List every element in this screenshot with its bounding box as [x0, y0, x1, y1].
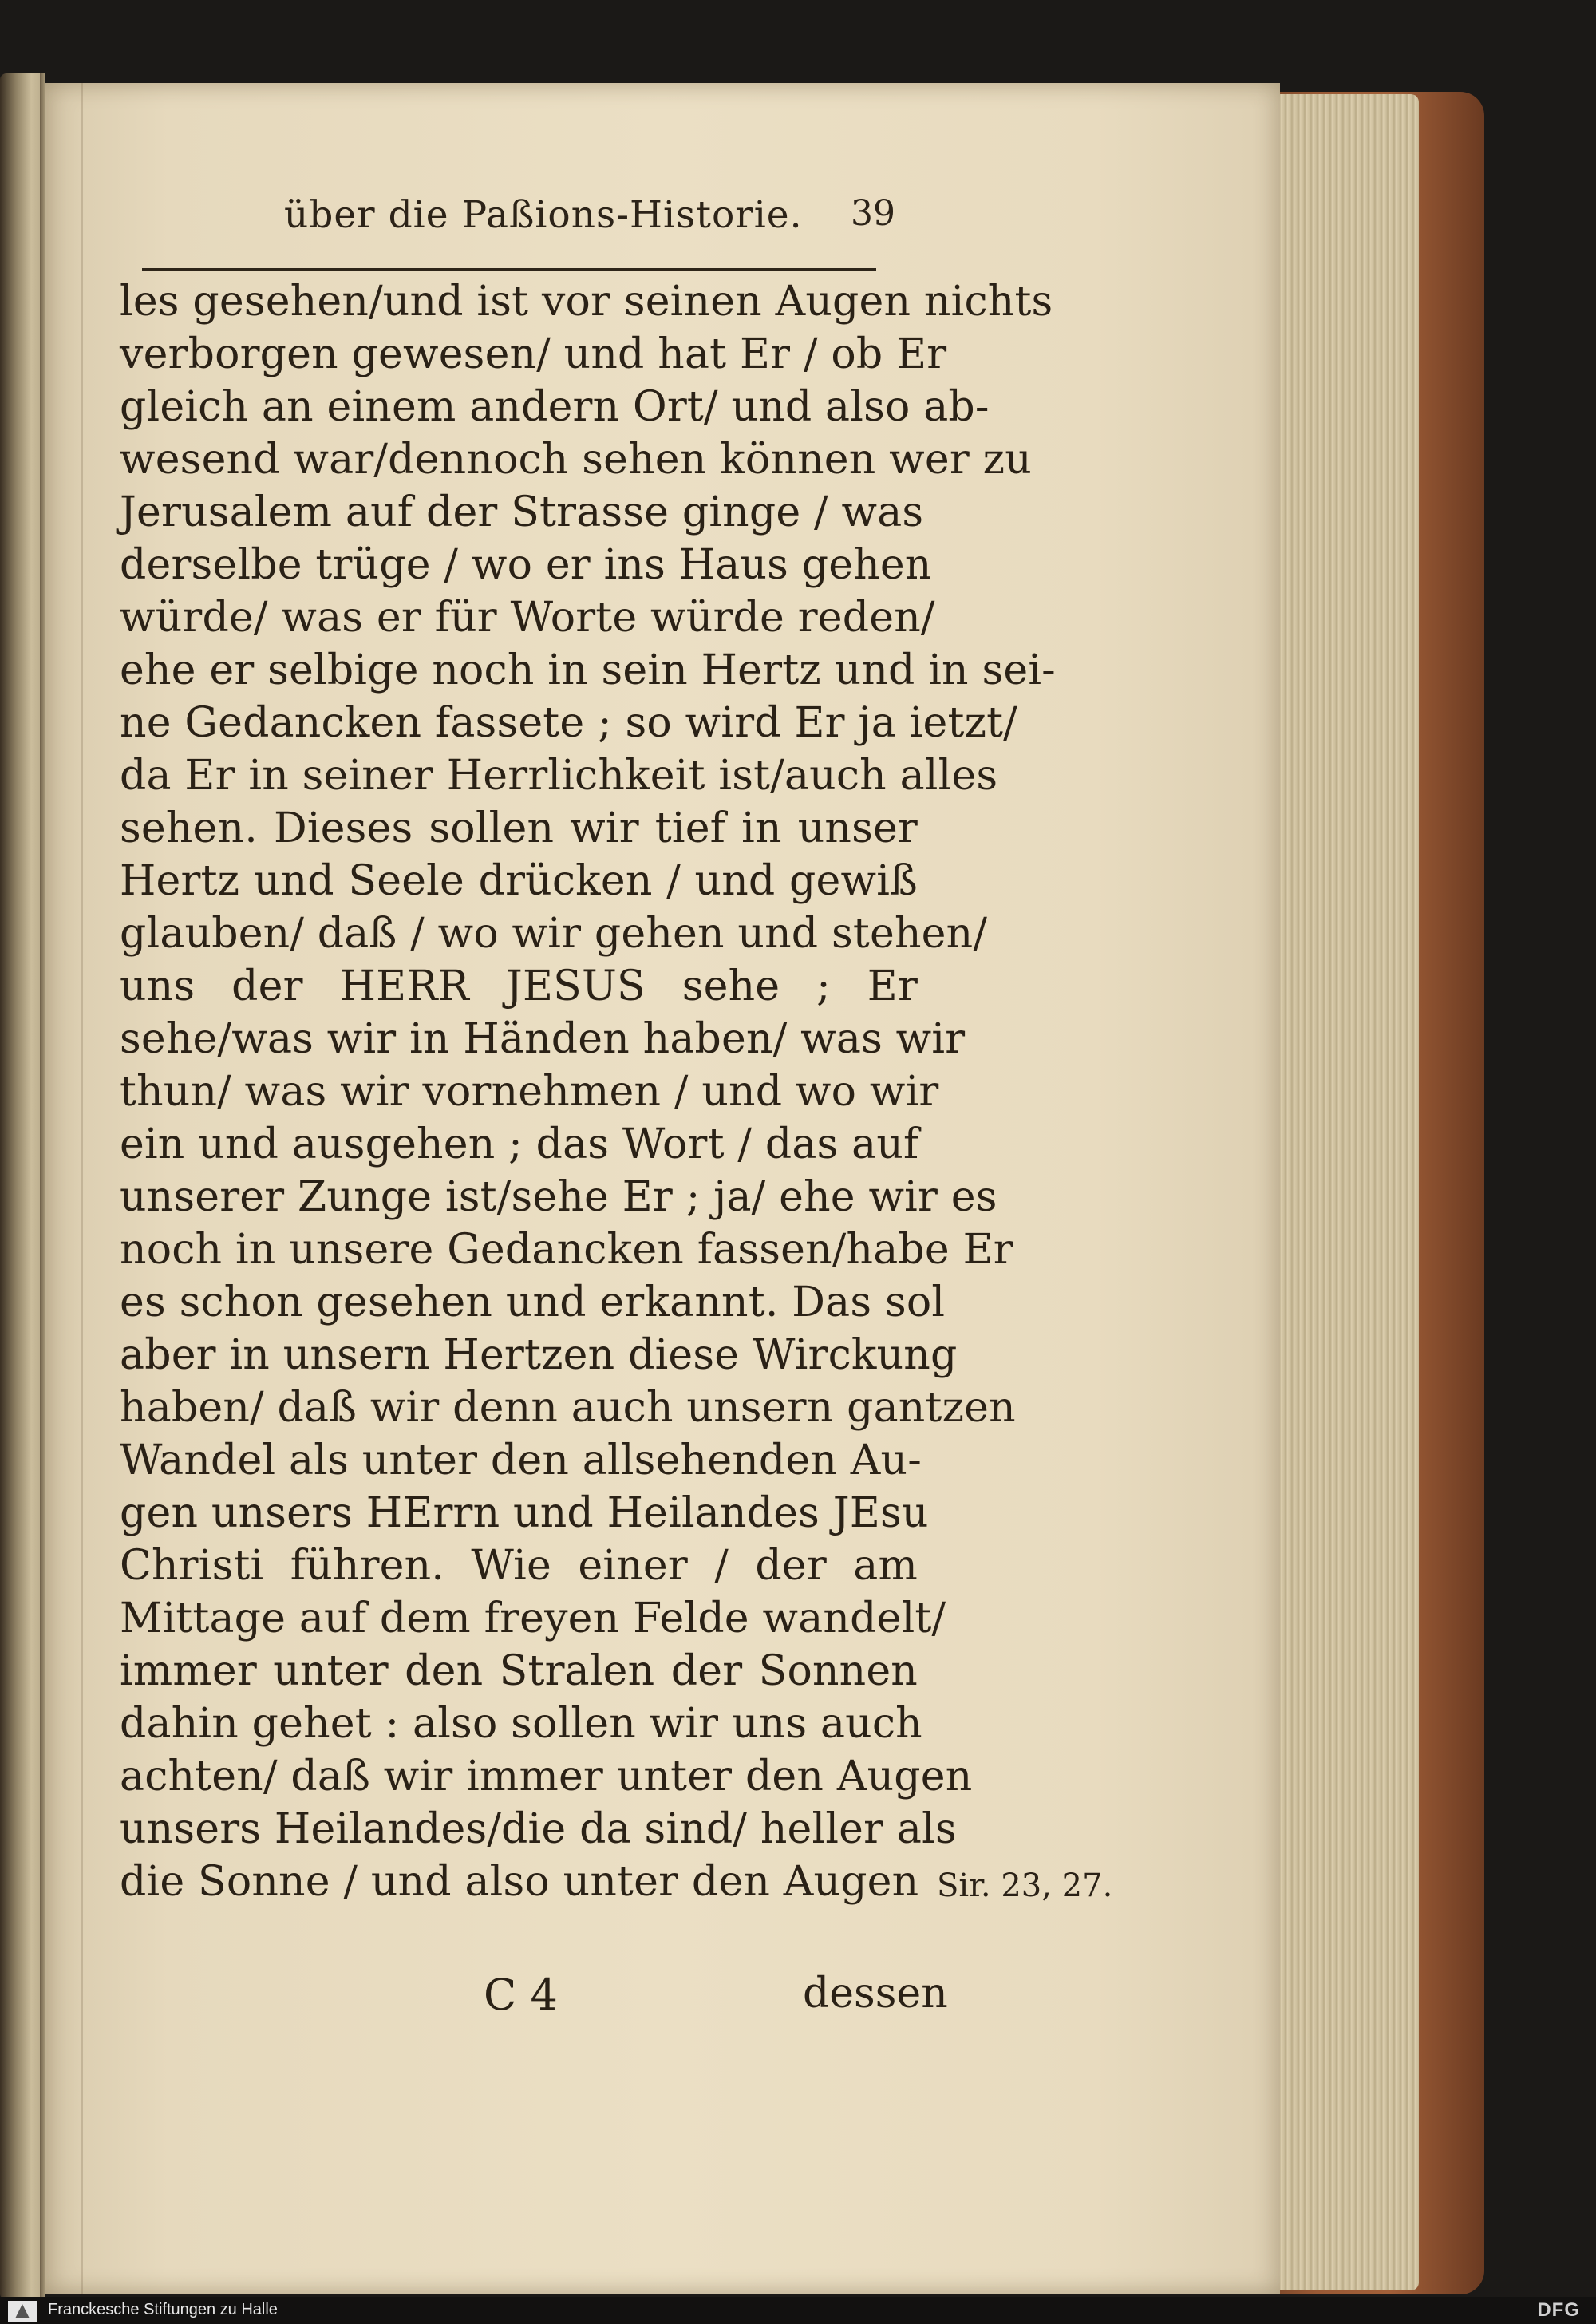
page-number: 39 — [851, 193, 895, 234]
catchword: dessen — [803, 1970, 948, 2018]
text-line: immer unter den Stralen der Sonnen — [120, 1647, 918, 1695]
text-line: les gesehen/und ist vor seinen Augen nichts — [120, 278, 1053, 326]
text-line: würde/ was er für Worte würde reden/ — [120, 594, 935, 642]
margin-note: Sir. 23, 27. — [937, 1868, 1113, 1904]
text-line: thun/ was wir vornehmen / und wo wir — [120, 1068, 939, 1116]
text-line: derselbe trüge / wo er ins Haus gehen — [120, 541, 932, 589]
text-line: Wandel als unter den allsehenden Au- — [120, 1437, 922, 1484]
institution-logo-icon — [8, 2301, 37, 2322]
text-line: sehe/was wir in Händen haben/ was wir — [120, 1015, 966, 1063]
text-line: achten/ daß wir immer unter den Augen — [120, 1753, 973, 1800]
text-line: haben/ daß wir denn auch unsern gantzen — [120, 1384, 1016, 1432]
text-line: es schon gesehen und erkannt. Das sol — [120, 1279, 946, 1326]
text-line: noch in unsere Gedancken fassen/habe Er — [120, 1226, 1013, 1274]
dfg-logo: DFG — [1537, 2299, 1580, 2321]
viewer-footer — [0, 2297, 1596, 2324]
signature-mark: C 4 — [484, 1970, 558, 2020]
text-line: ehe er selbige noch in sein Hertz und in sei- — [120, 646, 1056, 694]
text-line: wesend war/dennoch sehen können wer zu — [120, 436, 1032, 484]
gutter-shadow — [81, 83, 83, 2294]
header-rule — [142, 268, 876, 271]
text-line: aber in unsern Hertzen diese Wirckung — [120, 1331, 958, 1379]
text-line: sehen. Dieses sollen wir tief in unser — [120, 804, 918, 852]
text-line: ne Gedancken fassete ; so wird Er ja ietzt/ — [120, 699, 1018, 747]
text-line: Mittage auf dem freyen Felde wandelt/ — [120, 1595, 946, 1642]
text-line: verborgen gewesen/ und hat Er / ob Er — [120, 330, 947, 378]
text-line: dahin gehet : also sollen wir uns auch — [120, 1700, 922, 1748]
text-line: glauben/ daß / wo wir gehen und stehen/ — [120, 910, 988, 958]
page-block-fore-edge — [1275, 94, 1419, 2290]
text-line: unsers Heilandes/die da sind/ heller als — [120, 1805, 957, 1853]
text-line: da Er in seiner Herrlichkeit ist/auch alles — [120, 752, 998, 800]
text-line: gleich an einem andern Ort/ und also ab- — [120, 383, 990, 431]
text-line: ein und ausgehen ; das Wort / das auf — [120, 1120, 919, 1168]
institution-name: Franckesche Stiftungen zu Halle — [48, 2301, 278, 2318]
text-line: uns der HERR JESUS sehe ; Er — [120, 962, 918, 1010]
text-line: Christi führen. Wie einer / der am — [120, 1542, 918, 1590]
text-line: gen unsers HErrn und Heilandes JEsu — [120, 1489, 929, 1537]
running-head-title: über die Paßions-Historie. — [284, 193, 803, 237]
text-line: die Sonne / und also unter den Augen — [120, 1858, 919, 1906]
running-head — [267, 188, 905, 244]
text-line: Hertz und Seele drücken / und gewiß — [120, 857, 918, 905]
text-line: unserer Zunge ist/sehe Er ; ja/ ehe wir es — [120, 1173, 998, 1221]
previous-page-edge — [0, 73, 45, 2300]
show-through-text — [938, 1328, 1242, 1631]
text-line: Jerusalem auf der Strasse ginge / was — [120, 488, 924, 536]
